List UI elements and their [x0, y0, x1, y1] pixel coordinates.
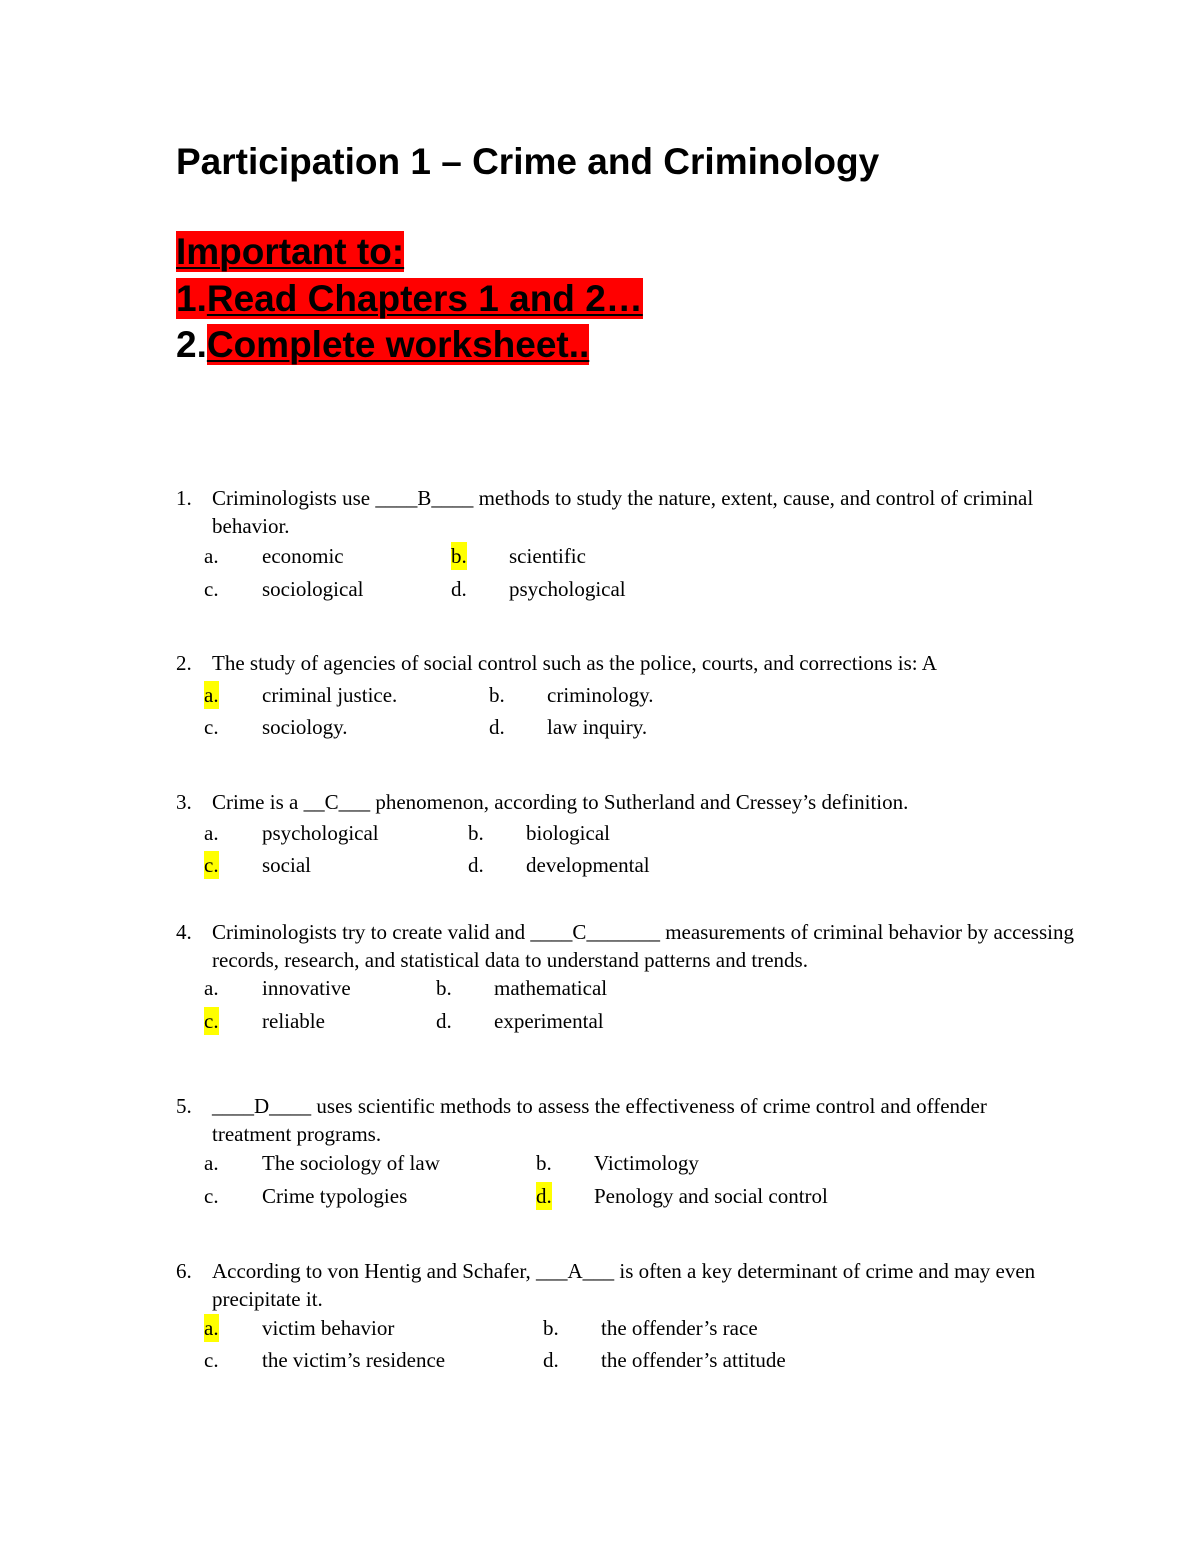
option-text: The sociology of law	[262, 1151, 440, 1175]
question-4: 4. Criminologists try to create valid and ____C_______ measurements of criminal behavior by accessing records, research, and statistical data to understand patterns and trends.	[176, 918, 1076, 974]
option-text: sociology.	[262, 715, 348, 739]
question-1: 1. Criminologists use ____B____ methods to study the nature, extent, cause, and control of criminal behavior.	[176, 484, 1076, 540]
option-text: psychological	[262, 821, 379, 845]
option-c: c.	[204, 715, 219, 739]
option-b: b.	[468, 821, 484, 845]
option-c: c.	[204, 1348, 219, 1372]
option-text: economic	[262, 544, 344, 568]
option-a: a.	[204, 1151, 219, 1175]
option-text: the victim’s residence	[262, 1348, 446, 1372]
option-text: sociological	[262, 577, 364, 601]
question-2: 2. The study of agencies of social control such as the police, courts, and corrections is: A	[176, 649, 1076, 677]
option-d: d.	[451, 577, 467, 601]
option-a: a.	[204, 544, 219, 568]
question-5: 5. ____D____ uses scientific methods to assess the effectiveness of crime control and offender treatment programs.	[176, 1092, 1036, 1148]
option-text: the offender’s attitude	[601, 1348, 786, 1372]
option-text: the offender’s race	[601, 1316, 758, 1340]
question-text: According to von Hentig and Schafer, ___A___ is often a key determinant of crime and may even precipitate it.	[212, 1259, 1036, 1311]
option-text: Crime typologies	[262, 1184, 408, 1208]
important-heading: Important to:	[176, 231, 405, 272]
question-text: Crime is a __C___ phenomenon, according to Sutherland and Cressey’s definition.	[212, 790, 909, 814]
option-text: scientific	[509, 544, 586, 568]
option-d: d.	[436, 1009, 452, 1033]
question-text: Criminologists try to create valid and ____C_______ measurements of criminal behavior by accessing records, research, and statistical data to understand patterns and trends.	[212, 920, 1074, 972]
option-d: d.	[536, 1184, 552, 1208]
question-text: ____D____ uses scientific methods to assess the effectiveness of crime control and offender treatment programs.	[212, 1094, 987, 1146]
option-c: c.	[204, 853, 219, 877]
option-text: social	[262, 853, 311, 877]
option-a: a.	[204, 1316, 219, 1340]
option-b: b.	[489, 683, 505, 707]
option-text: victim behavior	[262, 1316, 395, 1340]
option-b: b.	[536, 1151, 552, 1175]
option-text: law inquiry.	[547, 715, 648, 739]
option-text: Victimology	[594, 1151, 699, 1175]
option-d: d.	[489, 715, 505, 739]
option-text: developmental	[526, 853, 650, 877]
document-title: Participation 1 – Crime and Criminology	[176, 141, 880, 182]
option-text: mathematical	[494, 976, 608, 1000]
option-a: a.	[204, 976, 219, 1000]
option-d: d.	[543, 1348, 559, 1372]
option-text: innovative	[262, 976, 351, 1000]
option-b: b.	[451, 544, 467, 568]
option-text: experimental	[494, 1009, 604, 1033]
option-c: c.	[204, 1184, 219, 1208]
option-d: d.	[468, 853, 484, 877]
option-b: b.	[543, 1316, 559, 1340]
option-text: reliable	[262, 1009, 325, 1033]
option-a: a.	[204, 821, 219, 845]
question-3: 3. Crime is a __C___ phenomenon, according to Sutherland and Cressey’s definition.	[176, 788, 1076, 816]
option-text: biological	[526, 821, 610, 845]
important-item-1: 1.Read Chapters 1 and 2…	[176, 278, 643, 319]
question-text: Criminologists use ____B____ methods to study the nature, extent, cause, and control of criminal behavior.	[212, 486, 1034, 538]
question-text: The study of agencies of social control such as the police, courts, and corrections is: A	[212, 651, 937, 675]
important-item-2: 2.Complete worksheet..	[176, 324, 590, 365]
option-c: c.	[204, 577, 219, 601]
option-text: criminology.	[547, 683, 654, 707]
option-a: a.	[204, 683, 219, 707]
question-6: 6. According to von Hentig and Schafer, ___A___ is often a key determinant of crime and may even precipitate it.	[176, 1257, 1066, 1313]
option-text: criminal justice.	[262, 683, 398, 707]
option-c: c.	[204, 1009, 219, 1033]
option-text: psychological	[509, 577, 626, 601]
option-b: b.	[436, 976, 452, 1000]
option-text: Penology and social control	[594, 1184, 828, 1208]
